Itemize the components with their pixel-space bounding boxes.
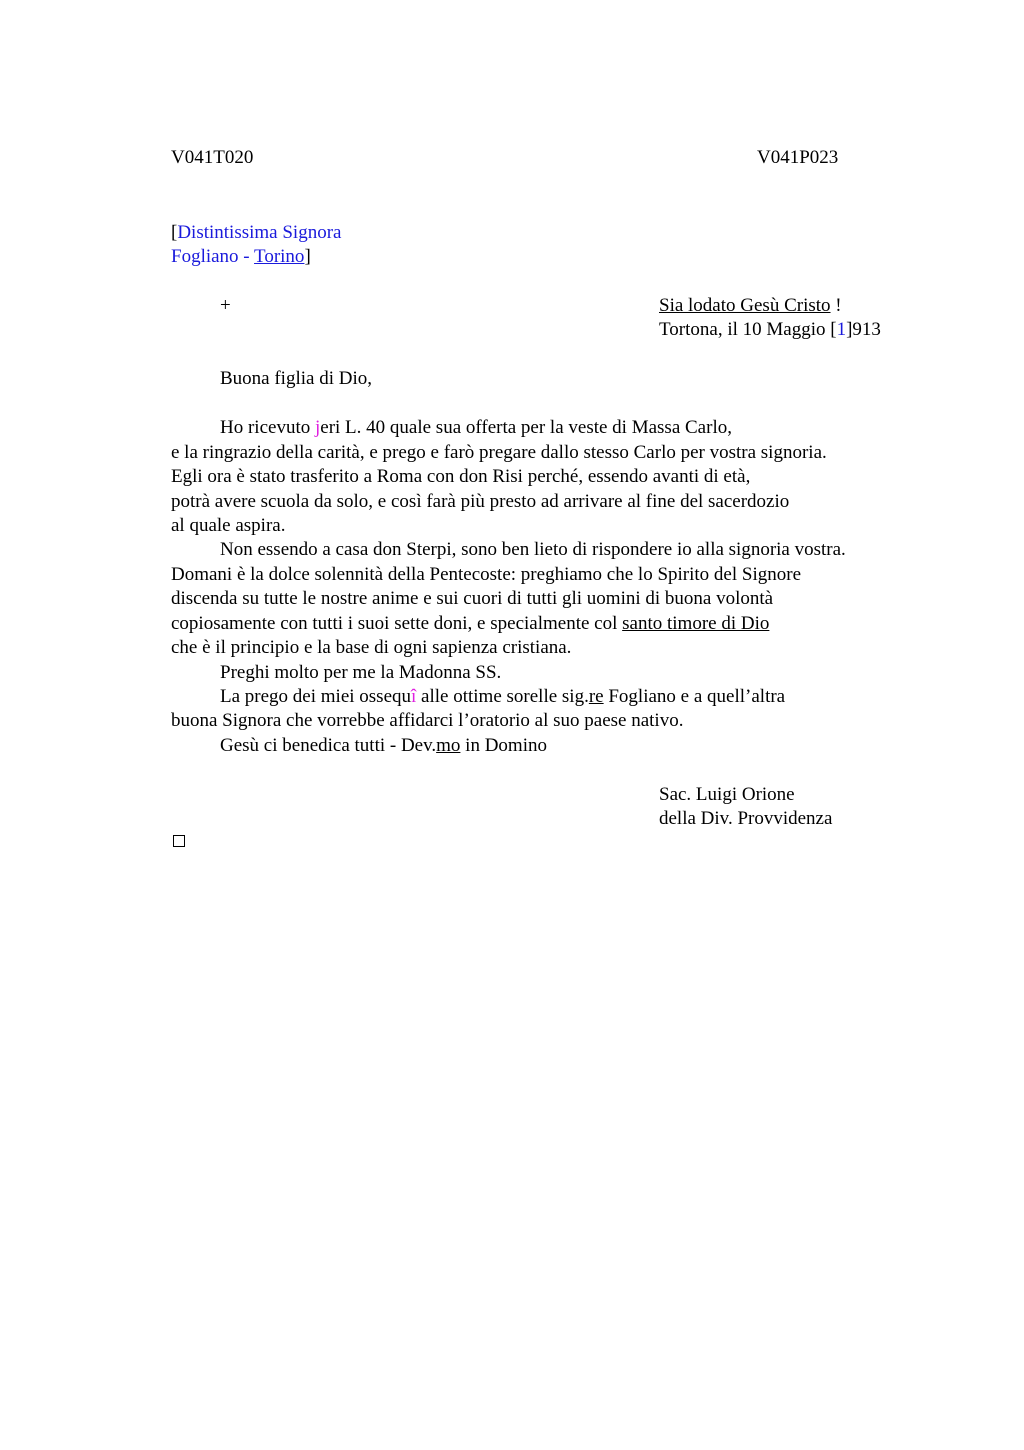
signature-title: della Div. Provvidenza — [659, 808, 833, 829]
body-line: Egli ora è stato trasferito a Roma con don Risi perché, essendo avanti di età, — [171, 466, 751, 487]
date-prefix: Tortona, il 10 Maggio [ — [659, 319, 837, 340]
address-line-1 — [171, 221, 341, 245]
address-city-link[interactable]: Torino — [254, 246, 305, 267]
address-place: Fogliano - — [171, 246, 255, 267]
body-text: Gesù ci benedica tutti - Dev. — [220, 735, 437, 756]
body-line: buona Signora che vorrebbe affidarci l’oratorio al suo paese nativo. — [171, 710, 684, 731]
date-line — [659, 318, 881, 342]
editorial-mark: î — [411, 686, 417, 707]
body-line: potrà avere scuola da solo, e così farà più presto ad arrivare al fine del sacerdozio — [171, 491, 790, 512]
body-text: alle ottime sorelle sig. — [416, 686, 589, 707]
invocation-text: Sia lodato Gesù Cristo — [659, 295, 831, 316]
body-line — [171, 612, 769, 636]
abbreviation-suffix: re — [588, 686, 604, 707]
body-line: Domani è la dolce solennità della Pentecoste: preghiamo che lo Spirito del Signore — [171, 564, 801, 585]
body-line: Preghi molto per me la Madonna SS. — [220, 662, 502, 683]
body-line: al quale aspira. — [171, 515, 286, 536]
body-line: Non essendo a casa don Sterpi, sono ben lieto di rispondere io alla signoria vostra. — [220, 539, 846, 560]
document-code-left: V041T020 — [171, 147, 254, 168]
invocation-exclamation: ! — [830, 295, 842, 316]
cross-symbol: + — [220, 295, 231, 316]
body-text: eri L. 40 quale sua offerta per la veste di Massa Carlo, — [320, 417, 732, 438]
editorial-mark: j — [314, 417, 321, 438]
body-line: discenda su tutte le nostre anime e sui cuori di tutti gli uomini di buona volontà — [171, 588, 774, 609]
body-line — [220, 734, 547, 758]
signature-name: Sac. Luigi Orione — [659, 784, 795, 805]
address-recipient: Distintissima Signora — [177, 222, 342, 243]
date-editorial-digit: 1 — [836, 319, 847, 340]
body-text: Ho ricevuto — [220, 417, 315, 438]
invocation — [659, 294, 842, 318]
body-line — [220, 416, 732, 440]
address-close-bracket: ] — [304, 246, 311, 267]
body-line — [220, 685, 785, 709]
date-suffix: ]913 — [846, 319, 881, 340]
salutation: Buona figlia di Dio, — [220, 368, 372, 389]
end-marker-box — [173, 835, 185, 847]
body-text: in Domino — [460, 735, 547, 756]
body-line: e la ringrazio della carità, e prego e farò pregare dallo stesso Carlo per vostra signoria. — [171, 442, 827, 463]
address-open-bracket: [ — [171, 222, 178, 243]
underlined-phrase: santo timore di Dio — [622, 613, 770, 634]
document-code-right: V041P023 — [757, 147, 839, 168]
address-line-2 — [171, 245, 311, 269]
abbreviation-suffix: mo — [436, 735, 461, 756]
body-text: copiosamente con tutti i suoi sette doni, e specialmente col — [171, 613, 623, 634]
body-text: La prego dei miei ossequ — [220, 686, 412, 707]
body-text: Fogliano e a quell’altra — [603, 686, 786, 707]
body-line: che è il principio e la base di ogni sapienza cristiana. — [171, 637, 572, 658]
